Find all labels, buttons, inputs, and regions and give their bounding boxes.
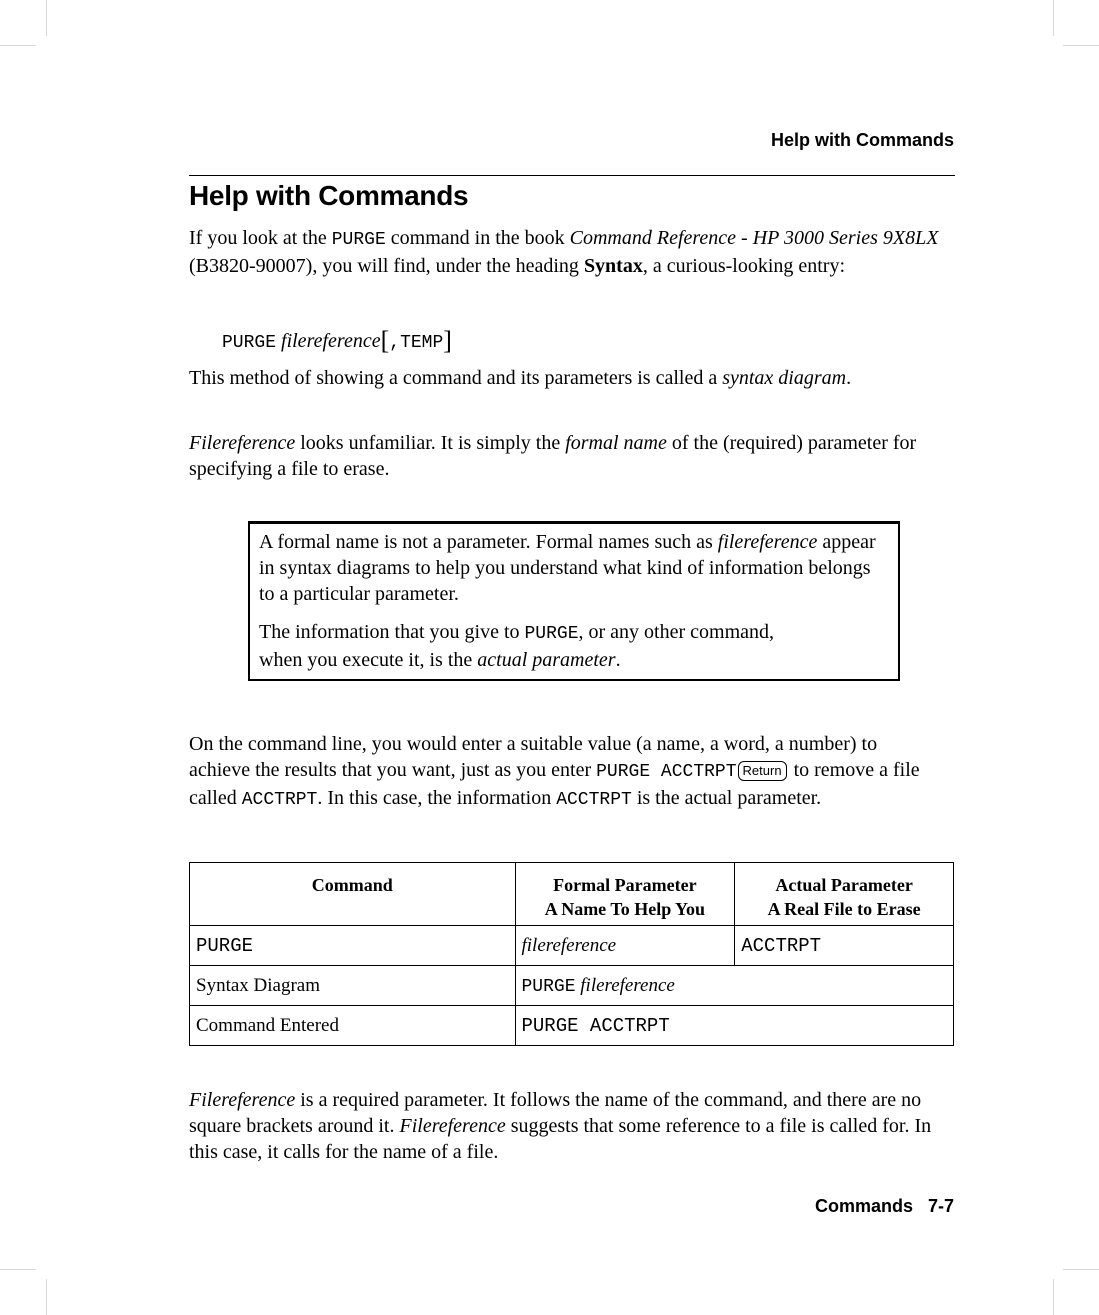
text: , a curious-looking entry:	[642, 254, 846, 277]
term-filereference: Filereference	[189, 1089, 296, 1111]
required-parameter-paragraph	[189, 1088, 934, 1165]
syntax-command: PURGE	[222, 333, 277, 353]
header-line: Command	[311, 875, 393, 895]
page-number: 7-7	[927, 1196, 954, 1216]
syntax-option: ,TEMP	[389, 333, 444, 353]
text: , or any other command, when you execute it, is the	[259, 621, 775, 672]
book-title: Command Reference - HP 3000 Series 9X8LX	[569, 227, 939, 249]
parameter-table	[189, 862, 954, 1046]
term-actual-parameter: actual parameter	[477, 649, 616, 672]
syntax-parameter: filereference	[281, 330, 381, 352]
text: of the (required) parameter for specifying a file to erase.	[189, 432, 917, 480]
text: is the actual parameter.	[631, 786, 822, 809]
crop-mark	[1063, 45, 1099, 46]
heading-reference: Syntax	[583, 254, 643, 277]
text: . In this case, the information	[317, 786, 557, 809]
cell-value: PURGE ACCTRPT	[515, 1006, 954, 1046]
command-code: PURGE ACCTRPT	[596, 761, 737, 782]
header-line: A Name To Help You	[544, 899, 706, 919]
text: On the command line, you would enter a suitable value (a name, a word, a number) to achieve the results that you want, just as you enter	[189, 733, 878, 781]
text: appear in syntax diagrams to help you understand what kind of information belongs to a particular parameter.	[259, 531, 876, 605]
crop-mark	[1063, 1269, 1099, 1270]
text: suggests that some reference to a file is called for. In this case, it calls for the name of a file.	[189, 1114, 932, 1163]
cell-value	[515, 966, 954, 1006]
header-line: Formal Parameter	[553, 875, 697, 895]
command-code: PURGE	[521, 976, 576, 997]
header-line: A Real File to Erase	[767, 899, 921, 919]
crop-mark	[0, 45, 36, 46]
table-row	[190, 1006, 954, 1046]
cell-label: Command Entered	[190, 1006, 516, 1046]
syntax-entry	[222, 326, 452, 356]
text: The information that you give to	[259, 621, 525, 644]
term-filereference: Filereference	[189, 432, 296, 454]
syntax-diagram-paragraph	[189, 366, 909, 392]
crop-mark	[1053, 1279, 1054, 1315]
text: command in the book	[385, 227, 570, 249]
term-syntax-diagram: syntax diagram	[722, 367, 847, 389]
crop-mark	[0, 1269, 36, 1270]
text: This method of showing a command and its parameters is called a	[189, 367, 723, 389]
cell-actual: ACCTRPT	[735, 926, 954, 966]
filereference-paragraph	[189, 431, 939, 483]
page-footer	[815, 1196, 954, 1217]
text: filereference	[580, 974, 675, 996]
page-title: Help with Commands	[189, 180, 469, 211]
text: (B3820-90007), you will find, under the heading	[189, 254, 584, 277]
table-header-row	[190, 863, 954, 926]
close-bracket: ]	[443, 326, 452, 355]
cell-label: Syntax Diagram	[190, 966, 516, 1006]
text: is a required parameter. It follows the name of the command, and there are no square brackets around it.	[189, 1089, 922, 1137]
command-line-paragraph	[189, 732, 929, 813]
text: filereference	[521, 934, 617, 956]
file-name: ACCTRPT	[241, 789, 318, 810]
cell-formal	[515, 926, 735, 966]
header-formal-parameter	[515, 863, 735, 926]
table-row	[190, 966, 954, 1006]
note-paragraph-1	[259, 530, 889, 607]
text: A formal name is not a parameter. Formal names such as	[259, 531, 718, 553]
command-code: PURGE	[331, 230, 386, 250]
header-actual-parameter	[735, 863, 954, 926]
term-formal-name: formal name	[565, 432, 667, 454]
text: If you look at the	[189, 227, 332, 249]
open-bracket: [	[380, 326, 390, 355]
header-rule	[189, 175, 955, 176]
header-line: Actual Parameter	[775, 875, 913, 895]
cell-command: PURGE	[190, 926, 516, 966]
footer-chapter: Commands	[814, 1196, 913, 1216]
file-name: ACCTRPT	[556, 789, 632, 810]
table-row	[190, 926, 954, 966]
crop-mark	[46, 1279, 47, 1315]
running-head: Help with Commands	[770, 130, 954, 150]
text: looks unfamiliar. It is simply the	[295, 432, 566, 454]
text: to remove a file called	[189, 758, 920, 809]
command-code: PURGE	[524, 624, 579, 645]
text: .	[615, 649, 621, 672]
header-command	[190, 863, 516, 926]
crop-mark	[1053, 0, 1054, 36]
note-box	[248, 521, 900, 681]
text: .	[846, 367, 852, 389]
term-filereference: Filereference	[399, 1114, 506, 1137]
crop-mark	[46, 0, 47, 36]
term-filereference: filereference	[717, 531, 818, 553]
return-key-icon: Return	[738, 761, 787, 781]
intro-paragraph	[189, 226, 959, 280]
note-paragraph-2	[259, 620, 779, 674]
